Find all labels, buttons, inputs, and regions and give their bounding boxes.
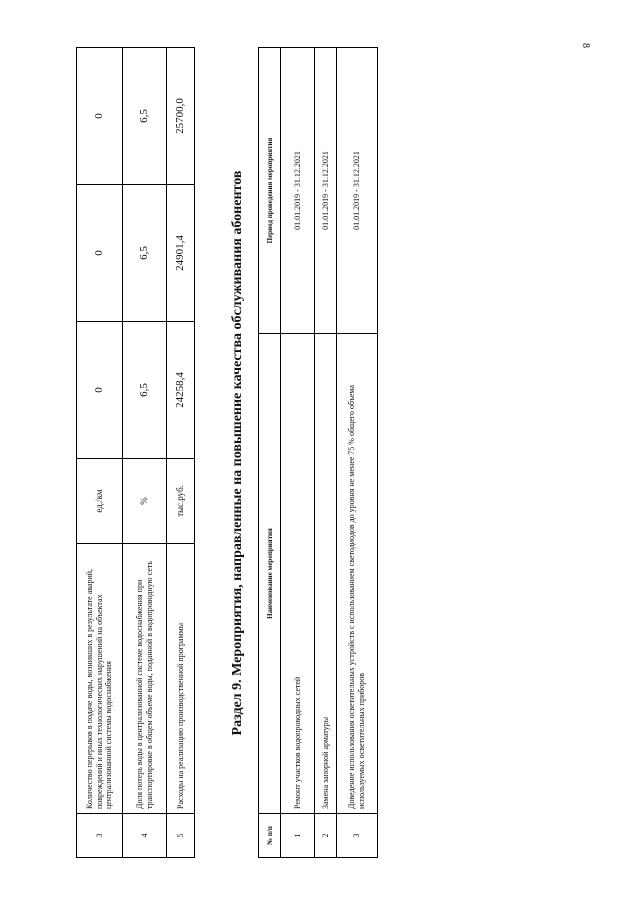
- indicator-unit: ед./км: [77, 459, 123, 544]
- value-year-1: 0: [77, 322, 123, 459]
- measure-period: 01.01.2019 - 31.12.2021: [315, 48, 337, 334]
- indicator-name: Количество перерывов в подаче воды, возникших в результате аварий, повреждений и иных технологических нарушений на объектах централизованной системы водоснабжения: [77, 544, 123, 814]
- row-number: 2: [315, 814, 337, 858]
- indicators-table: [76, 48, 194, 858]
- header-num: № п/п: [259, 814, 281, 858]
- value-year-2: 6,5: [123, 185, 167, 322]
- header-name: Наименование мероприятия: [259, 334, 281, 814]
- measures-table: [258, 48, 377, 858]
- page-number: 8: [580, 43, 591, 48]
- section-title-text: Раздел 9. Мероприятия, направленные на повышение качества обслуживания абонентов: [230, 170, 245, 736]
- indicator-unit: тыс.руб.: [167, 459, 195, 544]
- table-row: [281, 48, 315, 858]
- value-year-2: 0: [77, 185, 123, 322]
- measure-period: 01.01.2019 - 31.12.2021: [281, 48, 315, 334]
- value-year-3: 6,5: [123, 48, 167, 185]
- row-number: 3: [77, 814, 123, 858]
- indicator-name: Доля потерь воды в централизованной системе водоснабжения при транспортировке в общем объеме воды, поданной в водопроводную сеть: [123, 544, 167, 814]
- measure-name: Замена запорной арматуры: [315, 334, 337, 814]
- value-year-3: 25700,0: [167, 48, 195, 185]
- table-row: [167, 48, 195, 858]
- value-year-2: 24901,4: [167, 185, 195, 322]
- measure-period: 01.01.2019 - 31.12.2021: [337, 48, 378, 334]
- measure-name: Доведение использования осветительных устройств с использованием светодиодов до уровня не менее 75 % общего объема используемых осветительных приборов: [337, 334, 378, 814]
- value-year-1: 6,5: [123, 322, 167, 459]
- table-header-row: [259, 48, 281, 858]
- indicator-unit: %: [123, 459, 167, 544]
- row-number: 3: [337, 814, 378, 858]
- section-title: [224, 48, 252, 858]
- table-row: [77, 48, 123, 858]
- value-year-3: 0: [77, 48, 123, 185]
- table-row: [315, 48, 337, 858]
- value-year-1: 24258,4: [167, 322, 195, 459]
- row-number: 4: [123, 814, 167, 858]
- header-period: Период проведения мероприятия: [259, 48, 281, 334]
- row-number: 1: [281, 814, 315, 858]
- table-row: [337, 48, 378, 858]
- table-row: [123, 48, 167, 858]
- indicator-name: Расходы на реализацию производственной программы: [167, 544, 195, 814]
- measure-name: Ремонт участков водопроводных сетей: [281, 334, 315, 814]
- row-number: 5: [167, 814, 195, 858]
